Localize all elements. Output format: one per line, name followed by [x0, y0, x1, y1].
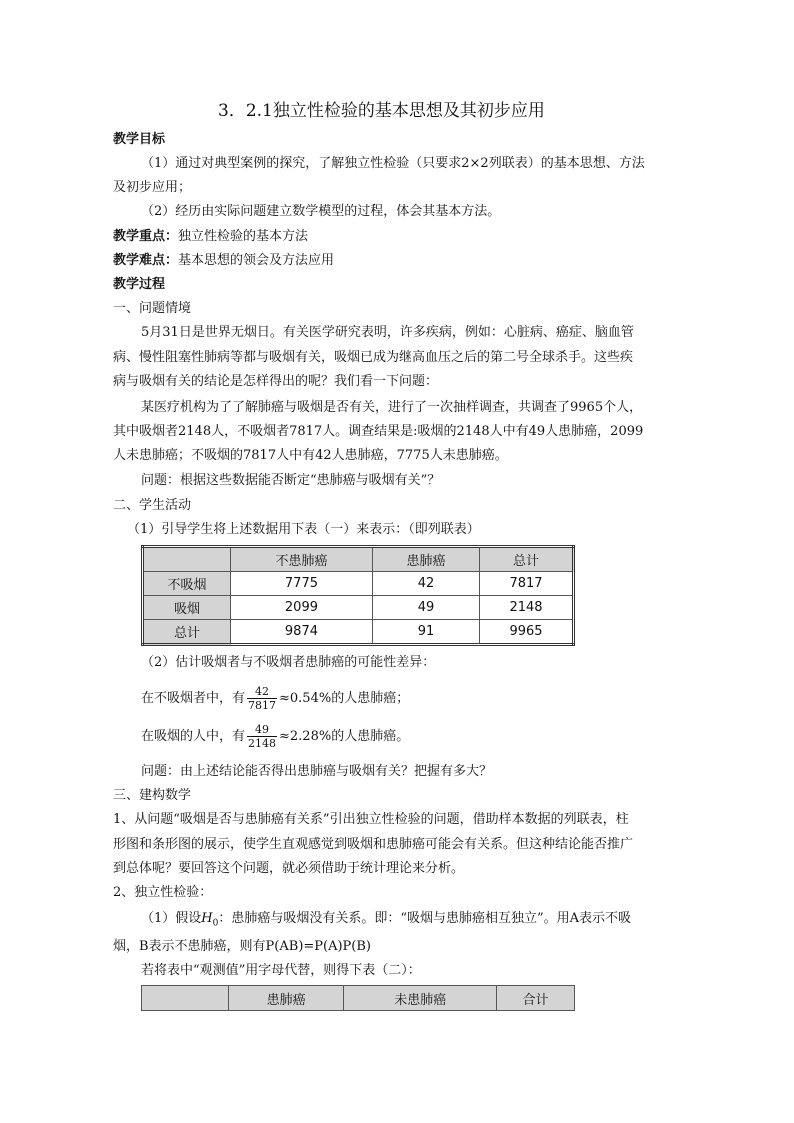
table-row [143, 596, 574, 620]
table-cell: 91 [372, 620, 479, 645]
s1-p2-line-2: 其中吸烟者2148人，不吸烟者7817人。调查结果是:吸烟的2148人中有49人患肺癌，2099 [113, 424, 644, 439]
hypothesis-text: ：患肺癌与吸烟没有关系。即：“吸烟与患肺癌相互独立”。用A表示不吸 [218, 911, 632, 926]
s2-question: 问题：由上述结论能否得出患肺癌与吸烟有关？把握有多大？ [141, 764, 493, 779]
table-header-cell: 患肺癌 [372, 547, 479, 572]
table-row [143, 620, 574, 645]
page-title: 3．2.1独立性检验的基本思想及其初步应用 [218, 101, 545, 121]
estimate-2-suffix: ≈2.28%的人患肺癌。 [279, 729, 410, 744]
s3-sub-2: 2、独立性检验： [113, 885, 213, 900]
objective-1-line-2: 及初步应用； [113, 180, 192, 195]
objective-2: （2）经历由实际问题建立数学模型的过程，体会其基本方法。 [141, 204, 501, 219]
hypothesis-subscript: 0 [212, 918, 219, 929]
fraction-2-denominator: 2148 [248, 737, 277, 750]
table-cell: 9965 [480, 620, 574, 645]
process-heading: 教学过程 [113, 277, 166, 292]
hypothesis-line-1 [141, 911, 631, 932]
hypothesis-symbol: H [201, 911, 213, 926]
s1-p1-line-3: 病与吸烟有关的结论是怎样得出的呢？我们看一下问题： [113, 374, 439, 389]
contingency-table-2 [141, 985, 575, 1011]
s1-p2-line-3: 人未患肺癌；不吸烟的7817人中有42人患肺癌，7775人未患肺癌。 [113, 448, 508, 463]
table-header-cell: 总计 [480, 547, 574, 572]
table-header-cell: 未患肺癌 [344, 986, 497, 1011]
s2-step-1: （1）引导学生将上述数据用下表（一）来表示：（即列联表） [127, 522, 480, 537]
fraction-1-denominator: 7817 [248, 699, 277, 712]
difficulty [113, 253, 334, 269]
s2-step-2: （2）估计吸烟者与不吸烟者患肺癌的可能性差异： [141, 655, 436, 670]
estimate-nonsmokers [141, 685, 409, 713]
table-header-row [143, 547, 574, 572]
s3-replace-text: 若将表中“观测值”用字母代替，则得下表（二）： [141, 963, 421, 978]
s1-question: 问题：根据这些数据能否断定“患肺癌与吸烟有关”？ [141, 473, 441, 488]
table-row [143, 572, 574, 596]
estimate-smokers [141, 723, 409, 751]
fraction-2-numerator: 49 [247, 723, 277, 737]
table-header-cell: 合计 [497, 986, 575, 1011]
fraction-1 [247, 685, 277, 712]
difficulty-text: 基本思想的领会及方法应用 [178, 253, 335, 268]
s1-p2-line-1: 某医疗机构为了了解肺癌与吸烟是否有关，进行了一次抽样调查，共调查了9965个人， [141, 400, 643, 415]
section2-heading: 二、学生活动 [113, 498, 192, 513]
section1-heading: 一、问题情境 [113, 301, 192, 316]
difficulty-label: 教学难点： [113, 253, 179, 268]
table-cell: 9874 [231, 620, 373, 645]
table-row-header: 不吸烟 [143, 572, 231, 596]
table-corner-cell [143, 547, 231, 572]
table-header-row [142, 986, 575, 1011]
table-header-cell: 不患肺癌 [231, 547, 373, 572]
estimate-2-prefix: 在吸烟的人中，有 [141, 729, 246, 744]
fraction-2 [247, 723, 277, 750]
s3-p1-line-2: 形图和条形图的展示，使学生直观感觉到吸烟和患肺癌可能会有关系。但这种结论能否推广 [113, 837, 634, 852]
table-cell: 49 [372, 596, 479, 620]
table-row-header: 总计 [143, 620, 231, 645]
key-point [113, 229, 308, 245]
contingency-table-1 [141, 545, 575, 646]
s3-p1-line-1: 1、从问题“吸烟是否与患肺癌有关系”引出独立性检验的问题，借助样本数据的列联表，柱 [113, 812, 629, 827]
fraction-1-numerator: 42 [247, 685, 277, 699]
table-corner-cell [142, 986, 229, 1011]
table-cell: 7817 [480, 572, 574, 596]
s1-p1-line-1: 5月31日是世界无烟日。有关医学研究表明，许多疾病，例如：心脏病、癌症、脑血管 [141, 325, 634, 340]
objective-1-line-1: （1）通过对典型案例的探究，了解独立性检验（只要求2×2列联表）的基本思想、方法 [141, 156, 645, 171]
table-cell: 42 [372, 572, 479, 596]
table-header-cell: 患肺癌 [229, 986, 344, 1011]
s3-p1-line-3: 到总体呢？要回答这个问题，就必须借助于统计理论来分析。 [113, 861, 465, 876]
estimate-1-prefix: 在不吸烟者中，有 [141, 691, 246, 706]
objectives-heading: 教学目标 [113, 132, 166, 147]
section3-heading: 三、建构数学 [113, 788, 192, 803]
s1-p1-line-2: 病、慢性阻塞性肺病等都与吸烟有关，吸烟已成为继高血压之后的第二号全球杀手。这些疾 [113, 350, 634, 365]
table-cell: 7775 [231, 572, 373, 596]
table-cell: 2148 [480, 596, 574, 620]
table-row-header: 吸烟 [143, 596, 231, 620]
table-cell: 2099 [231, 596, 373, 620]
key-point-label: 教学重点： [113, 229, 179, 244]
hypothesis-prefix: （1）假设 [141, 911, 202, 926]
hypothesis-line-2: 烟，B表示不患肺癌，则有P(AB)=P(A)P(B) [113, 939, 372, 954]
key-point-text: 独立性检验的基本方法 [178, 229, 309, 244]
estimate-1-suffix: ≈0.54%的人患肺癌； [279, 691, 410, 706]
